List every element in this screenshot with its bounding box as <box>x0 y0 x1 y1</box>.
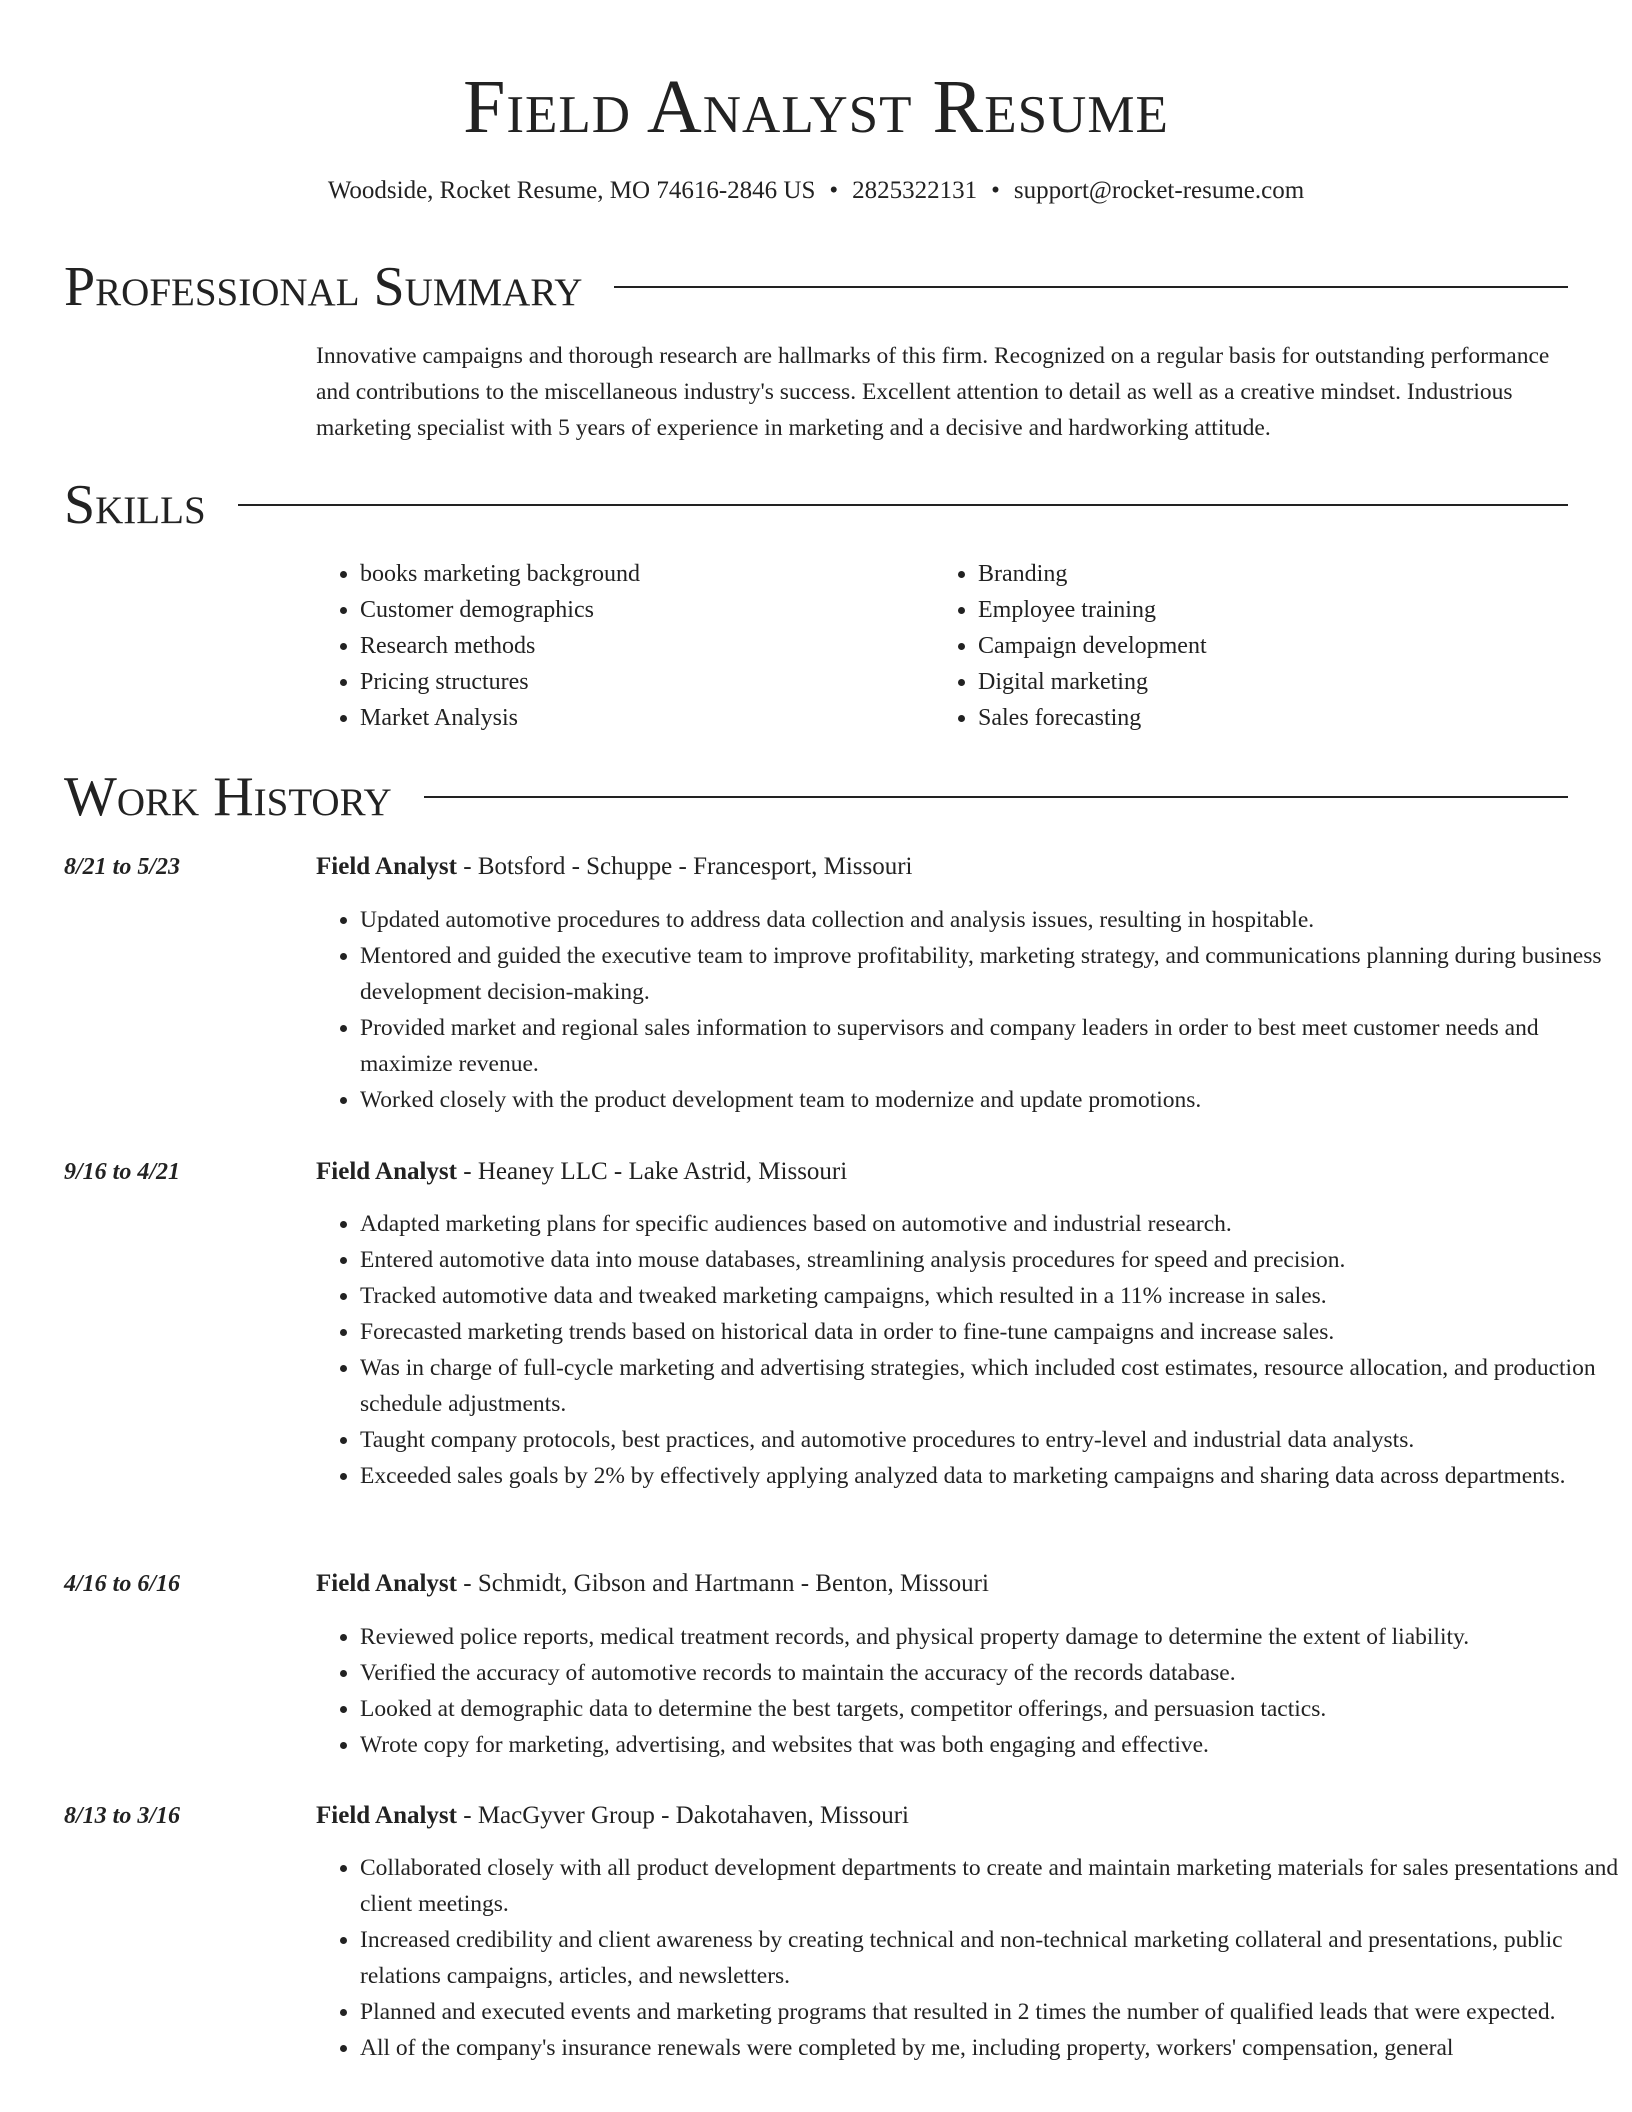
contact-separator: • <box>829 177 839 204</box>
job-bullet: • All of the company's insurance renewals were completed by me, including property, workers' compensation, general <box>360 2030 1620 2066</box>
job-bullet: • Updated automotive procedures to address data collection and analysis issues, resulting in hospitable. <box>360 902 1620 938</box>
skill-item: • Research methods <box>360 628 640 664</box>
section-divider <box>614 286 1568 288</box>
job-bullet: • Exceeded sales goals by 2% by effectively applying analyzed data to marketing campaigns and sharing data across departments. <box>360 1458 1620 1494</box>
skills-list-left <box>316 556 640 736</box>
job-bullet: • Planned and executed events and marketing programs that resulted in 2 times the number of qualified leads that were expected. <box>360 1994 1620 2030</box>
summary-section-header <box>64 252 1568 322</box>
skills-list-right <box>934 556 1207 736</box>
skills-section-title: Skills <box>64 474 206 536</box>
work-section-header <box>64 762 1568 832</box>
job-bullet-list <box>316 1619 1620 1763</box>
job-employer-location: - Botsford - Schuppe - Francesport, Missouri <box>457 853 913 880</box>
job-bullet: • Entered automotive data into mouse databases, streamlining analysis procedures for speed and precision. <box>360 1242 1620 1278</box>
skill-item: • Campaign development <box>978 628 1207 664</box>
job-bullet: • Taught company protocols, best practices, and automotive procedures to entry-level and industrial data analysts. <box>360 1422 1620 1458</box>
job-dates: 4/16 to 6/16 <box>64 1571 181 1597</box>
job-dates: 8/13 to 3/16 <box>64 1803 181 1829</box>
job-dates: 8/21 to 5/23 <box>64 854 181 880</box>
skill-item: • Digital marketing <box>978 664 1207 700</box>
resume-name: Field Analyst Resume <box>463 65 1169 149</box>
job-bullet: • Forecasted marketing trends based on historical data in order to fine-tune campaigns and increase sales. <box>360 1314 1620 1350</box>
summary-text: Innovative campaigns and thorough research are hallmarks of this firm. Recognized on a regular basis for outstanding performance and contributions to the miscellaneous industry's success. Excellent attention to detail as well as a creative mindset. Industrious marketing specialist with 5 years of experience in marketing and a decisive and hardworking attitude. <box>316 343 1550 441</box>
job-bullet: • Looked at demographic data to determine the best targets, competitor offerings, and persuasion tactics. <box>360 1691 1620 1727</box>
job-bullet: • Worked closely with the product development team to modernize and update promotions. <box>360 1082 1620 1118</box>
contact-line <box>0 174 1632 208</box>
job-employer-location: - Heaney LLC - Lake Astrid, Missouri <box>457 1158 848 1185</box>
job-bullet: • Provided market and regional sales information to supervisors and company leaders in order to best meet customer needs and maximize revenue. <box>360 1010 1620 1082</box>
skill-item: • Pricing structures <box>360 664 640 700</box>
job-bullet-list <box>316 1850 1620 2066</box>
section-divider <box>238 504 1568 506</box>
job-bullet: • Tracked automotive data and tweaked marketing campaigns, which resulted in a 11% increase in sales. <box>360 1278 1620 1314</box>
job-employer-location: - Schmidt, Gibson and Hartmann - Benton, Missouri <box>457 1570 989 1597</box>
job-header <box>316 849 913 885</box>
skill-item: • Market Analysis <box>360 700 640 736</box>
work-section-title: Work History <box>64 766 392 828</box>
job-dates: 9/16 to 4/21 <box>64 1159 181 1185</box>
job-bullet: • Reviewed police reports, medical treatment records, and physical property damage to determine the extent of liability. <box>360 1619 1620 1655</box>
summary-section-title: Professional Summary <box>64 256 583 318</box>
job-header <box>316 1566 989 1602</box>
skill-item: • Employee training <box>978 592 1207 628</box>
contact-separator: • <box>991 177 1000 204</box>
job-employer-location: - MacGyver Group - Dakotahaven, Missouri <box>457 1802 909 1829</box>
job-bullet: • Wrote copy for marketing, advertising, and websites that was both engaging and effective. <box>360 1727 1620 1763</box>
job-bullet: • Verified the accuracy of automotive records to maintain the accuracy of the records database. <box>360 1655 1620 1691</box>
job-bullet-list <box>316 902 1620 1118</box>
contact-phone: 2825322131 <box>852 177 978 204</box>
job-bullet: • Mentored and guided the executive team to improve profitability, marketing strategy, and communications planning during business development decision-making. <box>360 938 1620 1010</box>
job-bullet-list <box>316 1206 1620 1494</box>
job-header <box>316 1154 847 1190</box>
skill-item: • Sales forecasting <box>978 700 1207 736</box>
job-title: Field Analyst <box>316 1802 457 1829</box>
job-header <box>316 1798 909 1834</box>
section-divider <box>424 796 1568 798</box>
skill-item: • Customer demographics <box>360 592 640 628</box>
job-bullet: • Adapted marketing plans for specific audiences based on automotive and industrial research. <box>360 1206 1620 1242</box>
job-bullet: • Collaborated closely with all product development departments to create and maintain marketing materials for sales presentations and client meetings. <box>360 1850 1620 1922</box>
skill-item: • books marketing background <box>360 556 640 592</box>
job-bullet: • Was in charge of full-cycle marketing and advertising strategies, which included cost estimates, resource allocation, and production schedule adjustments. <box>360 1350 1620 1422</box>
contact-email: support@rocket-resume.com <box>1013 177 1305 204</box>
contact-address: Woodside, Rocket Resume, MO 74616-2846 US <box>327 177 816 204</box>
skill-item: • Branding <box>978 556 1207 592</box>
job-title: Field Analyst <box>316 853 457 880</box>
job-title: Field Analyst <box>316 1158 457 1185</box>
job-title: Field Analyst <box>316 1570 457 1597</box>
skills-section-header <box>64 470 1568 540</box>
job-bullet: • Increased credibility and client awareness by creating technical and non-technical marketing collateral and presentations, public relations campaigns, articles, and newsletters. <box>360 1922 1620 1994</box>
